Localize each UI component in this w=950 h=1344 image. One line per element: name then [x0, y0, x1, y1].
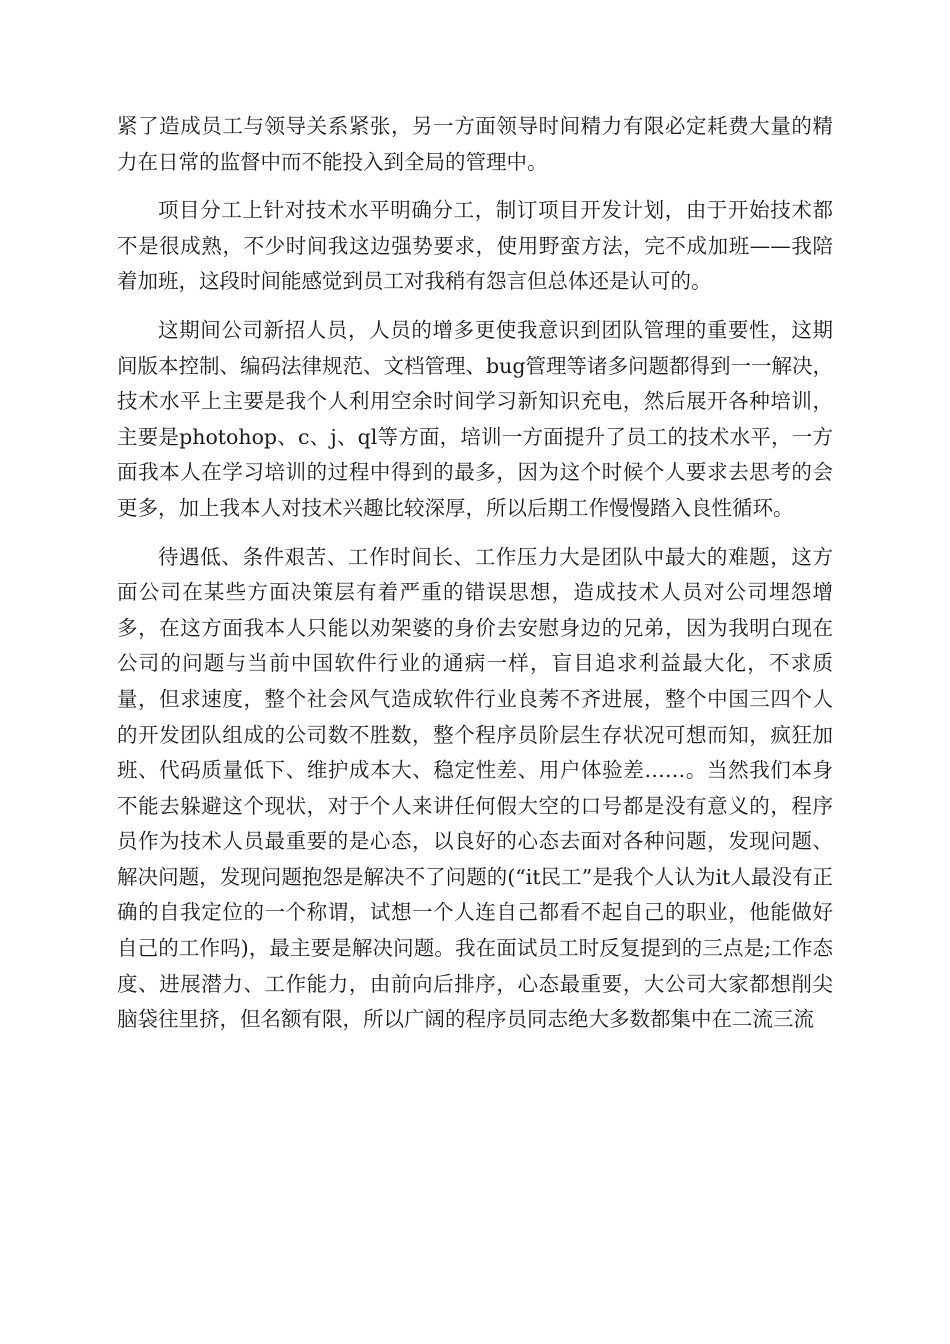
body-text — [117, 109, 833, 1038]
paragraph-team-management: 这期间公司新招人员，人员的增多更使我意识到团队管理的重要性，这期间版本控制、编码法律规范、文档管理、bug管理等诸多问题都得到一一解决，技术水平上主要是我个人利用空余时间学习新知识充电，然后展开各种培训，主要是photohop、c、j、ql等方面，培训一方面提升了员工的技术水平，一方面我本人在学习培训的过程中得到的最多，因为这个时候个人要求去思考的会更多，加上我本人对技术兴趣比较深厚，所以后期工作慢慢踏入良性循环。 — [117, 317, 833, 520]
paragraph-difficulties: 待遇低、条件艰苦、工作时间长、工作压力大是团队中最大的难题，这方面公司在某些方面决策层有着严重的错误思想，造成技术人员对公司埋怨增多，在这方面我本人只能以劝架婆的身价去安慰身边的兄弟，因为我明白现在公司的问题与当前中国软件行业的通病一样，盲目追求利益最大化，不求质量，但求速度，整个社会风气造成软件行业良莠不齐进展，整个中国三四个人的开发团队组成的公司数不胜数，整个程序员阶层生存状况可想而知，疯狂加班、代码质量低下、维护成本大、稳定性差、用户体验差……。当然我们本身不能去躲避这个现状，对于个人来讲任何假大空的口号都是没有意义的，程序员作为技术人员最重要的是心态，以良好的心态去面对各种问题，发现问题、解决问题，发现问题抱怨是解决不了问题的(“it民工”是我个人认为it人最没有正确的自我定位的一个称谓，试想一个人连自己都看不起自己的职业，他能做好自己的工作吗)，最主要是解决问题。我在面试员工时反复提到的三点是;工作态度、进展潜力、工作能力，由前向后排序，心态最重要，大公司大家都想削尖脑袋往里挤，但名额有限，所以广阔的程序员同志绝大多数都集中在二流三流 — [117, 544, 833, 1032]
paragraph-project-division: 项目分工上针对技术水平明确分工，制订项目开发计划，由于开始技术都不是很成熟，不少时间我这边强势要求，使用野蛮方法，完不成加班——我陪着加班，这段时间能感觉到员工对我稍有怨言但总体还是认可的。 — [117, 198, 833, 294]
paragraph-continuation: 紧了造成员工与领导关系紧张，另一方面领导时间精力有限必定耗费大量的精力在日常的监督中而不能投入到全局的管理中。 — [117, 114, 833, 174]
